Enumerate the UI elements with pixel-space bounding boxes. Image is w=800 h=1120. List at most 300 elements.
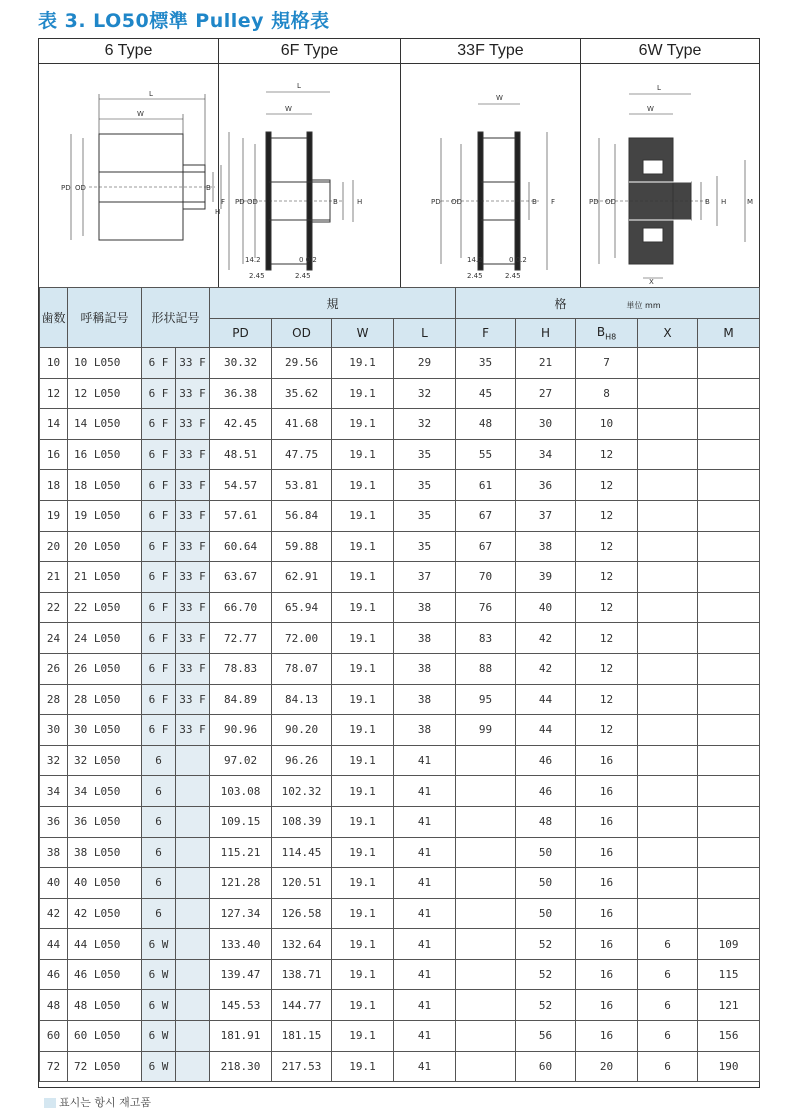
cell-s1: 6 F bbox=[142, 348, 176, 379]
cell-l: 41 bbox=[394, 1051, 456, 1082]
cell-b: 12 bbox=[576, 439, 638, 470]
cell-h: 52 bbox=[516, 990, 576, 1021]
header-m: M bbox=[698, 319, 760, 348]
cell-m bbox=[698, 684, 760, 715]
cell-l: 35 bbox=[394, 531, 456, 562]
cell-s2: 33 F bbox=[176, 562, 210, 593]
cell-teeth: 44 bbox=[40, 929, 68, 960]
cell-pd: 181.91 bbox=[210, 1021, 272, 1052]
cell-l: 38 bbox=[394, 592, 456, 623]
cell-h: 44 bbox=[516, 684, 576, 715]
cell-pd: 97.02 bbox=[210, 745, 272, 776]
cell-h: 46 bbox=[516, 745, 576, 776]
cell-w: 19.1 bbox=[332, 470, 394, 501]
cell-pd: 103.08 bbox=[210, 776, 272, 807]
cell-l: 38 bbox=[394, 715, 456, 746]
cell-b: 12 bbox=[576, 470, 638, 501]
dim-2-45-right-label: 2.45 bbox=[295, 272, 311, 280]
cell-b: 16 bbox=[576, 1021, 638, 1052]
type-33f-drawing bbox=[401, 64, 581, 286]
cell-x bbox=[638, 806, 698, 837]
header-h: H bbox=[516, 319, 576, 348]
cell-x bbox=[638, 684, 698, 715]
cell-pd: 57.61 bbox=[210, 500, 272, 531]
cell-x bbox=[638, 623, 698, 654]
cell-l: 41 bbox=[394, 806, 456, 837]
cell-b: 12 bbox=[576, 531, 638, 562]
cell-od: 126.58 bbox=[272, 898, 332, 929]
cell-m: 115 bbox=[698, 959, 760, 990]
dim-w-label: W bbox=[496, 94, 503, 102]
type-6w-name: 6W Type bbox=[581, 39, 759, 64]
header-unit: 単位 mm bbox=[626, 300, 661, 310]
cell-od: 65.94 bbox=[272, 592, 332, 623]
cell-teeth: 28 bbox=[40, 684, 68, 715]
stock-swatch-icon bbox=[44, 1098, 56, 1108]
cell-s2 bbox=[176, 837, 210, 868]
cell-w: 19.1 bbox=[332, 806, 394, 837]
cell-b: 7 bbox=[576, 348, 638, 379]
cell-s1: 6 W bbox=[142, 1051, 176, 1082]
dim-od-label: OD bbox=[247, 198, 258, 206]
cell-teeth: 40 bbox=[40, 868, 68, 899]
type-33f-panel bbox=[401, 39, 581, 287]
cell-l: 32 bbox=[394, 378, 456, 409]
cell-desig: 28 L050 bbox=[68, 684, 142, 715]
pulley-spec-table bbox=[39, 287, 760, 1082]
cell-m: 121 bbox=[698, 990, 760, 1021]
cell-pd: 145.53 bbox=[210, 990, 272, 1021]
table-row bbox=[40, 745, 760, 776]
cell-l: 41 bbox=[394, 837, 456, 868]
cell-w: 19.1 bbox=[332, 439, 394, 470]
dim-l-label: L bbox=[297, 82, 301, 90]
cell-h: 50 bbox=[516, 898, 576, 929]
cell-teeth: 42 bbox=[40, 898, 68, 929]
dim-14-2-label: 14.2 bbox=[245, 256, 261, 264]
cell-teeth: 10 bbox=[40, 348, 68, 379]
cell-l: 35 bbox=[394, 439, 456, 470]
cell-f bbox=[456, 837, 516, 868]
cell-m bbox=[698, 745, 760, 776]
cell-x bbox=[638, 378, 698, 409]
cell-m bbox=[698, 378, 760, 409]
cell-x bbox=[638, 715, 698, 746]
table-row bbox=[40, 378, 760, 409]
dim-w-label: W bbox=[137, 110, 144, 118]
cell-s1: 6 F bbox=[142, 684, 176, 715]
pulley-type-diagrams bbox=[39, 39, 759, 287]
cell-teeth: 21 bbox=[40, 562, 68, 593]
cell-h: 48 bbox=[516, 806, 576, 837]
spec-table-body bbox=[40, 348, 760, 1082]
header-teeth: 歯数 bbox=[40, 288, 68, 348]
cell-teeth: 32 bbox=[40, 745, 68, 776]
dim-od-label: OD bbox=[605, 198, 616, 206]
cell-m bbox=[698, 470, 760, 501]
cell-f: 67 bbox=[456, 500, 516, 531]
cell-b: 12 bbox=[576, 715, 638, 746]
header-f: F bbox=[456, 319, 516, 348]
dim-l-label: L bbox=[657, 84, 661, 92]
cell-l: 41 bbox=[394, 1021, 456, 1052]
header-spec-left: 規 bbox=[210, 288, 456, 319]
cell-od: 29.56 bbox=[272, 348, 332, 379]
cell-f bbox=[456, 745, 516, 776]
cell-pd: 133.40 bbox=[210, 929, 272, 960]
cell-x bbox=[638, 837, 698, 868]
dim-f-label: F bbox=[551, 198, 556, 206]
cell-teeth: 24 bbox=[40, 623, 68, 654]
header-b: $B_{H8}$ bbox=[576, 319, 638, 348]
cell-s2 bbox=[176, 959, 210, 990]
dim-w-label: W bbox=[285, 105, 292, 113]
cell-od: 138.71 bbox=[272, 959, 332, 990]
table-row bbox=[40, 684, 760, 715]
cell-desig: 30 L050 bbox=[68, 715, 142, 746]
cell-od: 90.20 bbox=[272, 715, 332, 746]
cell-s2: 33 F bbox=[176, 715, 210, 746]
cell-w: 19.1 bbox=[332, 378, 394, 409]
cell-f: 83 bbox=[456, 623, 516, 654]
cell-s2: 33 F bbox=[176, 348, 210, 379]
cell-b: 16 bbox=[576, 990, 638, 1021]
cell-s1: 6 F bbox=[142, 623, 176, 654]
cell-s1: 6 bbox=[142, 776, 176, 807]
cell-h: 60 bbox=[516, 1051, 576, 1082]
cell-m bbox=[698, 500, 760, 531]
cell-s1: 6 W bbox=[142, 929, 176, 960]
cell-desig: 14 L050 bbox=[68, 409, 142, 440]
table-row bbox=[40, 898, 760, 929]
cell-x: 6 bbox=[638, 929, 698, 960]
cell-teeth: 36 bbox=[40, 806, 68, 837]
dim-0-2-label: 0 0.2 bbox=[509, 256, 527, 264]
cell-h: 34 bbox=[516, 439, 576, 470]
cell-b: 16 bbox=[576, 868, 638, 899]
cell-l: 35 bbox=[394, 500, 456, 531]
cell-od: 72.00 bbox=[272, 623, 332, 654]
cell-x bbox=[638, 470, 698, 501]
cell-b: 16 bbox=[576, 806, 638, 837]
cell-b: 12 bbox=[576, 500, 638, 531]
cell-s2: 33 F bbox=[176, 592, 210, 623]
type-6w-drawing bbox=[581, 64, 759, 286]
cell-m bbox=[698, 439, 760, 470]
cell-pd: 48.51 bbox=[210, 439, 272, 470]
table-row bbox=[40, 592, 760, 623]
cell-s1: 6 F bbox=[142, 409, 176, 440]
table-row bbox=[40, 623, 760, 654]
dim-pd-label: PD bbox=[235, 198, 245, 206]
cell-b: 12 bbox=[576, 562, 638, 593]
cell-teeth: 20 bbox=[40, 531, 68, 562]
cell-f bbox=[456, 929, 516, 960]
cell-s1: 6 F bbox=[142, 500, 176, 531]
cell-od: 217.53 bbox=[272, 1051, 332, 1082]
table-row bbox=[40, 1021, 760, 1052]
cell-od: 62.91 bbox=[272, 562, 332, 593]
dim-2-45-right-label: 2.45 bbox=[505, 272, 521, 280]
cell-f bbox=[456, 1021, 516, 1052]
cell-x: 6 bbox=[638, 1051, 698, 1082]
header-w: W bbox=[332, 319, 394, 348]
cell-s1: 6 F bbox=[142, 592, 176, 623]
cell-b: 12 bbox=[576, 653, 638, 684]
cell-pd: 139.47 bbox=[210, 959, 272, 990]
cell-f bbox=[456, 898, 516, 929]
cell-teeth: 48 bbox=[40, 990, 68, 1021]
dim-w-label: W bbox=[647, 105, 654, 113]
cell-desig: 12 L050 bbox=[68, 378, 142, 409]
cell-desig: 20 L050 bbox=[68, 531, 142, 562]
cell-pd: 84.89 bbox=[210, 684, 272, 715]
cell-w: 19.1 bbox=[332, 1051, 394, 1082]
cell-l: 41 bbox=[394, 776, 456, 807]
cell-teeth: 22 bbox=[40, 592, 68, 623]
cell-w: 19.1 bbox=[332, 500, 394, 531]
cell-od: 47.75 bbox=[272, 439, 332, 470]
dim-b-label: B bbox=[206, 184, 211, 192]
cell-w: 19.1 bbox=[332, 562, 394, 593]
cell-od: 35.62 bbox=[272, 378, 332, 409]
dim-h-label: H bbox=[215, 208, 221, 216]
cell-h: 36 bbox=[516, 470, 576, 501]
cell-f bbox=[456, 990, 516, 1021]
table-row bbox=[40, 500, 760, 531]
table-row bbox=[40, 868, 760, 899]
cell-desig: 40 L050 bbox=[68, 868, 142, 899]
cell-w: 19.1 bbox=[332, 653, 394, 684]
cell-l: 29 bbox=[394, 348, 456, 379]
table-row bbox=[40, 959, 760, 990]
cell-x: 6 bbox=[638, 1021, 698, 1052]
cell-x bbox=[638, 592, 698, 623]
cell-l: 35 bbox=[394, 470, 456, 501]
cell-x bbox=[638, 562, 698, 593]
cell-m: 109 bbox=[698, 929, 760, 960]
cell-teeth: 12 bbox=[40, 378, 68, 409]
table-row bbox=[40, 531, 760, 562]
table-row bbox=[40, 348, 760, 379]
cell-desig: 26 L050 bbox=[68, 653, 142, 684]
cell-pd: 63.67 bbox=[210, 562, 272, 593]
cell-b: 16 bbox=[576, 837, 638, 868]
cell-h: 38 bbox=[516, 531, 576, 562]
cell-m bbox=[698, 715, 760, 746]
cell-od: 108.39 bbox=[272, 806, 332, 837]
cell-l: 41 bbox=[394, 990, 456, 1021]
cell-s2: 33 F bbox=[176, 378, 210, 409]
dim-2-45-left-label: 2.45 bbox=[467, 272, 483, 280]
cell-b: 8 bbox=[576, 378, 638, 409]
cell-f bbox=[456, 806, 516, 837]
cell-desig: 42 L050 bbox=[68, 898, 142, 929]
type-6-drawing bbox=[39, 64, 219, 286]
cell-s1: 6 W bbox=[142, 990, 176, 1021]
cell-h: 21 bbox=[516, 348, 576, 379]
cell-m bbox=[698, 409, 760, 440]
cell-s1: 6 bbox=[142, 806, 176, 837]
dim-pd-label: PD bbox=[61, 184, 71, 192]
cell-f bbox=[456, 959, 516, 990]
header-designation: 呼稱記号 bbox=[68, 288, 142, 348]
cell-s1: 6 F bbox=[142, 653, 176, 684]
cell-desig: 18 L050 bbox=[68, 470, 142, 501]
dim-m-label: M bbox=[747, 198, 754, 206]
cell-desig: 48 L050 bbox=[68, 990, 142, 1021]
cell-od: 84.13 bbox=[272, 684, 332, 715]
header-spec-right: 格 単位 mm bbox=[456, 288, 760, 319]
cell-od: 114.45 bbox=[272, 837, 332, 868]
cell-m bbox=[698, 806, 760, 837]
cell-m: 190 bbox=[698, 1051, 760, 1082]
cell-teeth: 19 bbox=[40, 500, 68, 531]
table-row bbox=[40, 653, 760, 684]
cell-w: 19.1 bbox=[332, 1021, 394, 1052]
cell-od: 102.32 bbox=[272, 776, 332, 807]
cell-teeth: 30 bbox=[40, 715, 68, 746]
dim-f-label: F bbox=[221, 198, 226, 206]
cell-m bbox=[698, 623, 760, 654]
cell-l: 32 bbox=[394, 409, 456, 440]
cell-h: 42 bbox=[516, 623, 576, 654]
cell-f: 67 bbox=[456, 531, 516, 562]
cell-m bbox=[698, 837, 760, 868]
cell-teeth: 26 bbox=[40, 653, 68, 684]
cell-desig: 10 L050 bbox=[68, 348, 142, 379]
cell-w: 19.1 bbox=[332, 623, 394, 654]
cell-pd: 72.77 bbox=[210, 623, 272, 654]
cell-b: 12 bbox=[576, 623, 638, 654]
cell-f: 61 bbox=[456, 470, 516, 501]
table-row bbox=[40, 806, 760, 837]
cell-s2 bbox=[176, 990, 210, 1021]
cell-x bbox=[638, 898, 698, 929]
cell-s2 bbox=[176, 929, 210, 960]
cell-m bbox=[698, 776, 760, 807]
dim-b-label: B bbox=[532, 198, 537, 206]
cell-b: 16 bbox=[576, 929, 638, 960]
cell-m bbox=[698, 898, 760, 929]
table-row bbox=[40, 715, 760, 746]
dim-l-label: L bbox=[149, 90, 153, 98]
cell-w: 19.1 bbox=[332, 684, 394, 715]
cell-pd: 54.57 bbox=[210, 470, 272, 501]
dim-h-label: H bbox=[721, 198, 727, 206]
cell-w: 19.1 bbox=[332, 868, 394, 899]
cell-h: 46 bbox=[516, 776, 576, 807]
cell-l: 37 bbox=[394, 562, 456, 593]
cell-pd: 78.83 bbox=[210, 653, 272, 684]
cell-m bbox=[698, 868, 760, 899]
table-row bbox=[40, 409, 760, 440]
cell-h: 56 bbox=[516, 1021, 576, 1052]
cell-h: 52 bbox=[516, 959, 576, 990]
cell-pd: 66.70 bbox=[210, 592, 272, 623]
cell-s2: 33 F bbox=[176, 470, 210, 501]
cell-w: 19.1 bbox=[332, 776, 394, 807]
cell-desig: 32 L050 bbox=[68, 745, 142, 776]
cell-l: 41 bbox=[394, 929, 456, 960]
cell-b: 12 bbox=[576, 684, 638, 715]
cell-f bbox=[456, 1051, 516, 1082]
table-row bbox=[40, 990, 760, 1021]
table-row bbox=[40, 470, 760, 501]
cell-s2 bbox=[176, 898, 210, 929]
cell-w: 19.1 bbox=[332, 959, 394, 990]
cell-b: 16 bbox=[576, 745, 638, 776]
cell-h: 42 bbox=[516, 653, 576, 684]
cell-s1: 6 W bbox=[142, 1021, 176, 1052]
cell-b: 16 bbox=[576, 959, 638, 990]
cell-s2: 33 F bbox=[176, 439, 210, 470]
cell-x: 6 bbox=[638, 990, 698, 1021]
cell-x bbox=[638, 653, 698, 684]
cell-f: 99 bbox=[456, 715, 516, 746]
cell-s1: 6 bbox=[142, 837, 176, 868]
cell-w: 19.1 bbox=[332, 348, 394, 379]
cell-od: 41.68 bbox=[272, 409, 332, 440]
type-6-panel bbox=[39, 39, 219, 287]
cell-h: 50 bbox=[516, 868, 576, 899]
cell-s2: 33 F bbox=[176, 653, 210, 684]
cell-h: 44 bbox=[516, 715, 576, 746]
cell-w: 19.1 bbox=[332, 745, 394, 776]
header-x: X bbox=[638, 319, 698, 348]
cell-w: 19.1 bbox=[332, 531, 394, 562]
cell-w: 19.1 bbox=[332, 929, 394, 960]
cell-s1: 6 bbox=[142, 745, 176, 776]
cell-desig: 16 L050 bbox=[68, 439, 142, 470]
cell-s1: 6 F bbox=[142, 439, 176, 470]
cell-f: 95 bbox=[456, 684, 516, 715]
dim-b-label: B bbox=[333, 198, 338, 206]
cell-pd: 42.45 bbox=[210, 409, 272, 440]
cell-x bbox=[638, 745, 698, 776]
cell-b: 16 bbox=[576, 776, 638, 807]
cell-od: 59.88 bbox=[272, 531, 332, 562]
cell-s2 bbox=[176, 1021, 210, 1052]
cell-f: 48 bbox=[456, 409, 516, 440]
cell-s2: 33 F bbox=[176, 623, 210, 654]
cell-m bbox=[698, 348, 760, 379]
dim-2-45-left-label: 2.45 bbox=[249, 272, 265, 280]
type-6-name: 6 Type bbox=[39, 39, 218, 64]
cell-desig: 38 L050 bbox=[68, 837, 142, 868]
cell-w: 19.1 bbox=[332, 592, 394, 623]
cell-m bbox=[698, 531, 760, 562]
cell-l: 41 bbox=[394, 959, 456, 990]
cell-s2: 33 F bbox=[176, 500, 210, 531]
cell-f: 70 bbox=[456, 562, 516, 593]
cell-pd: 121.28 bbox=[210, 868, 272, 899]
cell-s1: 6 F bbox=[142, 378, 176, 409]
cell-w: 19.1 bbox=[332, 990, 394, 1021]
page-title: 表 3. LO50標準 Pulley 規格表 bbox=[38, 10, 330, 32]
cell-f bbox=[456, 776, 516, 807]
cell-s2 bbox=[176, 745, 210, 776]
cell-desig: 22 L050 bbox=[68, 592, 142, 623]
cell-x bbox=[638, 776, 698, 807]
table-row bbox=[40, 439, 760, 470]
cell-x bbox=[638, 409, 698, 440]
header-pd: PD bbox=[210, 319, 272, 348]
cell-desig: 60 L050 bbox=[68, 1021, 142, 1052]
cell-pd: 60.64 bbox=[210, 531, 272, 562]
dim-b-label: B bbox=[705, 198, 710, 206]
cell-x bbox=[638, 439, 698, 470]
